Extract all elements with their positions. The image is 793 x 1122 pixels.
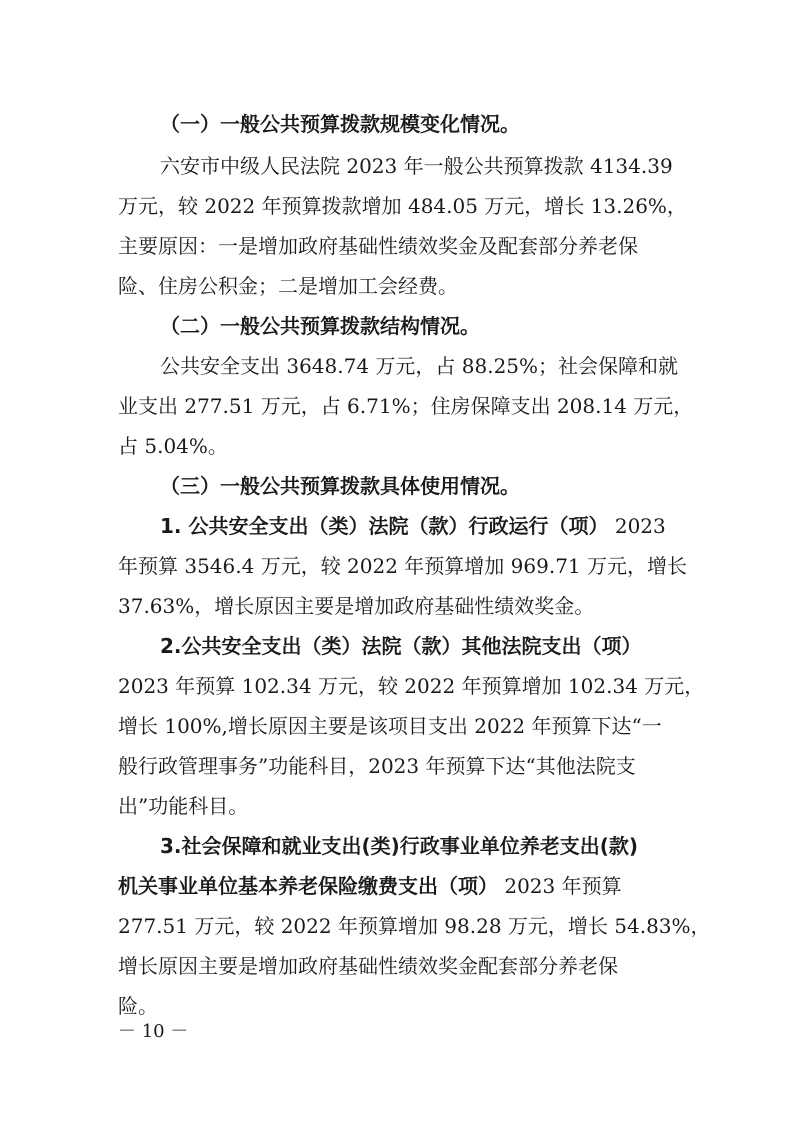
paragraph-line: 增长原因主要是增加政府基础性绩效奖金配套部分养老保 [118, 954, 618, 978]
paragraph-line: 业支出 277.51 万元，占 6.71%；住房保障支出 208.14 万元， [118, 394, 694, 418]
paragraph-line: 增长 100%,增长原因主要是该项目支出 2022 年预算下达“一 [118, 714, 662, 738]
item-3-subtitle: 机关事业单位基本养老保险缴费支出（项） [118, 874, 498, 898]
paragraph-line: 主要原因：一是增加政府基础性绩效奖金及配套部分养老保 [118, 234, 638, 258]
paragraph-line: 年预算 3546.4 万元，较 2022 年预算增加 969.71 万元，增长 [118, 554, 688, 578]
item-3-title: 3.社会保障和就业支出(类)行政事业单位养老支出(款) [160, 834, 639, 858]
paragraph-line: 险。 [118, 994, 158, 1018]
section-heading-3: （三）一般公共预算拨款具体使用情况。 [160, 474, 520, 498]
paragraph-line: 37.63%，增长原因主要是增加政府基础性绩效奖金。 [118, 594, 595, 618]
paragraph-line: 277.51 万元，较 2022 年预算增加 98.28 万元，增长 54.83%， [118, 914, 711, 938]
item-1-line [160, 512, 678, 540]
section-heading-2: （二）一般公共预算拨款结构情况。 [160, 314, 480, 338]
paragraph-line: 占 5.04%。 [118, 434, 228, 458]
item-1-year: 2023 [614, 514, 666, 538]
item-2-title: 2.公共安全支出（类）法院（款）其他法院支出（项） [160, 634, 642, 658]
section-heading-1: （一）一般公共预算拨款规模变化情况。 [160, 112, 520, 136]
paragraph-line: 2023 年预算 102.34 万元，较 2022 年预算增加 102.34 万元， [118, 674, 705, 698]
paragraph-line: 出”功能科目。 [118, 794, 249, 818]
paragraph-line: 公共安全支出 3648.74 万元，占 88.25%；社会保障和就 [160, 354, 679, 378]
item-3-year: 2023 年预算 [504, 874, 622, 898]
paragraph-line: 万元，较 2022 年预算拨款增加 484.05 万元，增长 13.26%， [118, 194, 687, 218]
page-number: － 10 － [118, 1021, 189, 1042]
paragraph-line: 六安市中级人民法院 2023 年一般公共预算拨款 4134.39 [160, 154, 673, 178]
item-1-title: 1. 公共安全支出（类）法院（款）行政运行（项） [160, 514, 609, 538]
item-3-line [118, 872, 678, 900]
paragraph-line: 险、住房公积金；二是增加工会经费。 [118, 274, 458, 298]
paragraph-line: 般行政管理事务”功能科目，2023 年预算下达“其他法院支 [118, 754, 636, 778]
